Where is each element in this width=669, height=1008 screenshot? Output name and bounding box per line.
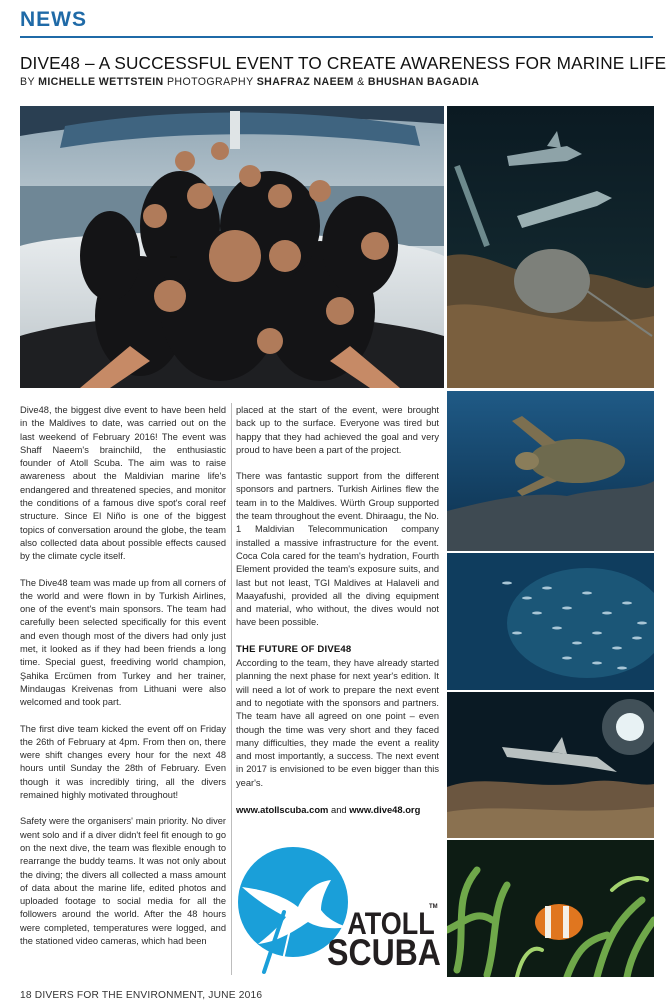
shark-reef-photo — [447, 692, 654, 838]
sharks-stingray-photo — [447, 106, 654, 388]
section-label: NEWS — [20, 8, 87, 31]
subheading-future: THE FUTURE OF DIVE48 — [236, 643, 352, 655]
link-conjunction: and — [331, 804, 347, 816]
manta-ray-logo-icon — [236, 842, 441, 977]
logo-trademark: TM — [429, 904, 438, 910]
article-paragraph: Dive48, the biggest dive event to have been held in the Maldives to date, was carried out on the last weekend of February 2016! The event was Shaff Naeem's brainchild, the enthusiastic founder of Atoll Scuba. The aim was to raise awareness about the Maldivian marine life's endangered and threatened species, and monitor the conditions of a famous dive spot's coral reef structure. Since El Niño is one of the biggest topics of conversation around the globe, the team also collected data about possible effects caused by the climate cycle itself. — [20, 405, 226, 562]
byline-photographer-2: BHUSHAN BAGADIA — [367, 76, 480, 88]
clownfish-anemone-photo — [447, 840, 654, 977]
logo-scuba-text: SCUBA — [327, 933, 441, 974]
link-dive48[interactable]: www.dive48.org — [349, 804, 421, 816]
article-column-2 — [236, 404, 439, 816]
fish-school-photo — [447, 553, 654, 690]
web-links — [236, 803, 439, 816]
byline-amp: & — [357, 76, 365, 88]
byline-by: BY — [20, 76, 35, 88]
article-paragraph: The Dive48 team was made up from all corners of the world and were flown in by Turkish Airlines, one of the event's main sponsors. The team had carefully been selected specifically for this event and even though most of the divers had only just met, it looked as if they had been friends a long time. Special guest, freediving world champion, Şahika Ercümen from Turkey and her trainer, Mindaugas Kreivenas from Lithuani were also welcomed and took part. — [20, 577, 226, 708]
logo-atoll-text: ATOLL — [347, 907, 435, 942]
magazine-name: DIVERS FOR THE ENVIRONMENT, — [34, 990, 206, 1001]
article-headline: DIVE48 – A SUCCESSFUL EVENT TO CREATE AWARENESS FOR MARINE LIFE — [20, 53, 667, 73]
issue-date: JUNE 2016 — [208, 990, 263, 1001]
byline-author: MICHELLE WETTSTEIN — [38, 76, 164, 88]
page-footer — [20, 990, 262, 1001]
article-paragraph: Safety were the organisers' main priority. No diver went solo and if a diver didn't feel fit enough to go on the next dive, the team was flexible enough to rearrange the buddy teams. It was not only about the diving; the divers all collected a mass amount of data about the marine life, edited photos and uploaded footage to social media for all the followers around the world. After the 48 hours were completed, temperatures were logged, and the stationed video cameras, which had been — [20, 816, 226, 946]
article-column-1 — [20, 404, 226, 961]
header-rule — [20, 36, 653, 38]
byline — [20, 76, 479, 88]
article-paragraph: placed at the start of the event, were brought back up to the surface. Everyone was tired but happy that they had achieved the goal and very proud to have been a part of the project. — [236, 405, 439, 455]
link-atollscuba[interactable]: www.atollscuba.com — [236, 804, 329, 816]
article-paragraph: According to the team, they have already started planning the next phase for next year's edition. It will need a lot of work to prepare the next event and to negotiate with the sponsors and partners. The team have all agreed on one point – even though the time was very short and they faced many difficulties, they made the event a reality and most importantly, a success. The next event in 2017 is envisioned to be even bigger than this year's. — [236, 658, 439, 788]
column-divider — [231, 403, 232, 975]
atoll-scuba-logo — [236, 842, 441, 977]
page-number: 18 — [20, 990, 32, 1001]
article-paragraph: The first dive team kicked the event off on Friday the 26th of February at 4pm. From then on, there were shift changes every hour for the next 48 hours until Sunday the 28th of February. Even though it was incredibly tiring, all the divers remained highly motivated throughout! — [20, 723, 226, 801]
sea-turtle-photo — [447, 391, 654, 551]
byline-photography: PHOTOGRAPHY — [166, 76, 254, 88]
byline-photographer-1: SHAFRAZ NAEEM — [256, 76, 354, 88]
article-paragraph: There was fantastic support from the different sponsors and partners. Turkish Airlines flew the team in to the Maldives. Würth Group supported the team throughout the event. Dhiraagu, the No. 1 Maldivian Telecommunication company installed a massive infrastructure for the event. Coca Cola cared for the team's hydration, Fourth Element provided the team's exposure suits, and last but not least, TGI Maldives at Halaveli and Maayafushi, provided all the diving equipment and material, who without, the dives would not have been possible. — [236, 471, 439, 628]
group-selfie-photo — [20, 106, 444, 388]
